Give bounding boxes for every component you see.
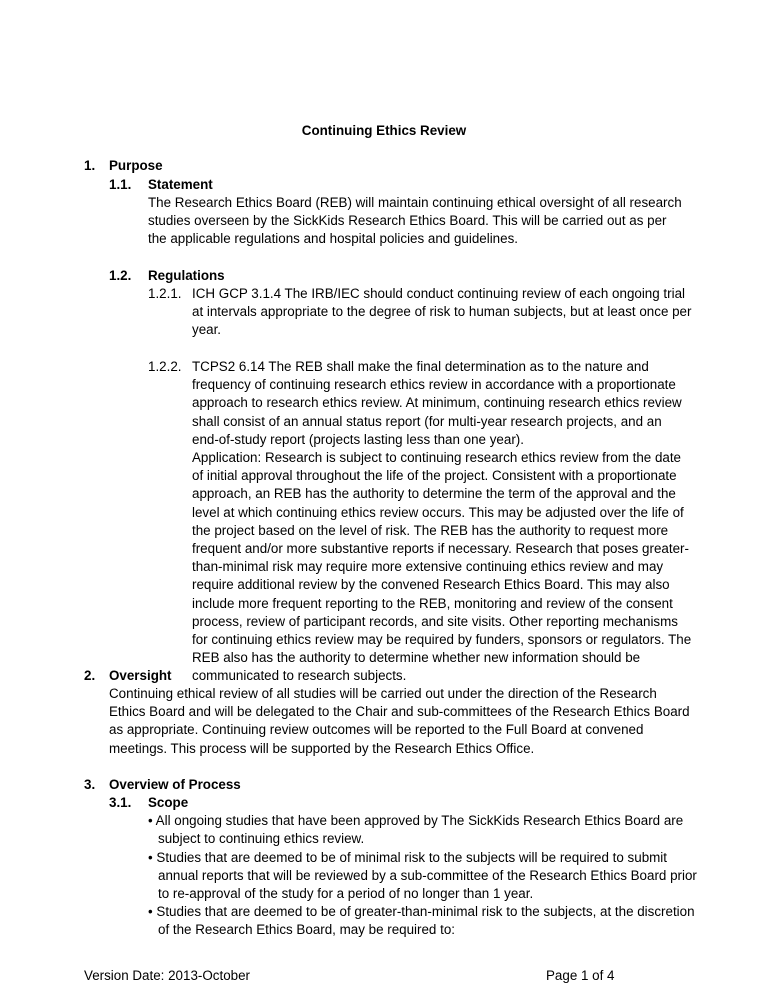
section-1-2-heading: Regulations [148, 268, 225, 283]
section-1-2-1-number: 1.2.1. [148, 286, 182, 301]
footer-page-number: Page 1 of 4 [546, 968, 615, 983]
section-3-heading: Overview of Process [109, 777, 241, 792]
section-2-heading: Oversight [109, 668, 172, 683]
section-3-1-number: 3.1. [109, 795, 132, 810]
section-1-2-1-text: ICH GCP 3.1.4 The IRB/IEC should conduct continuing review of each ongoing trial at intervals appropriate to the degree of risk to human subjects, but at least once per year. [192, 286, 692, 338]
list-item: • All ongoing studies that have been approved by The SickKids Research Ethics Board are subject to continuing ethics review. [148, 813, 684, 847]
section-1-2-2-application: Application: Research is subject to continuing research ethics review from the date of initial approval throughout the life of the project. Consistent with a proportionate approach, an REB has the authority to determine the term of the approval and the level at which continuing ethics review occurs. This may be adjusted over the life of the project based on the level of risk. The REB has the authority to request more frequent and/or more substantive reports if necessary. Research that poses greater-than-minimal risk may require more extensive continuing ethics review and may require additional review by the convened Research Ethics Board. This may also include more frequent reporting to the REB, monitoring and review of the consent process, review of participant records, and site visits. Other reporting mechanisms for continuing ethics review may be required by funders, sponsors or regulators. The REB also has the authority to determine whether new information should be communicated to research subjects. [192, 450, 692, 684]
section-1-2-2-text: TCPS2 6.14 The REB shall make the final determination as to the nature and frequency of continuing research ethics review in accordance with a proportionate approach to research ethics review. At minimum, continuing research ethics review shall consist of an annual status report (for multi-year research projects, and an end-of-study report (projects lasting less than one year). [192, 359, 682, 447]
document-title: Continuing Ethics Review [301, 123, 467, 138]
section-1-number: 1. [84, 158, 96, 173]
section-3-number: 3. [84, 777, 96, 792]
footer-version: Version Date: 2013-October [84, 968, 250, 983]
section-1-2-number: 1.2. [109, 268, 132, 283]
section-1-1-number: 1.1. [109, 177, 132, 192]
section-1-heading: Purpose [109, 158, 163, 173]
list-item: • Studies that are deemed to be of minimal risk to the subjects will be required to submit annual reports that will be reviewed by a sub-committee of the Research Ethics Board prior to re-approval of the study for a period of no longer than 1 year. [148, 850, 697, 902]
section-1-2-2-number: 1.2.2. [148, 359, 182, 374]
section-3-1-heading: Scope [148, 795, 189, 810]
section-2-number: 2. [84, 668, 96, 683]
section-1-1-text: The Research Ethics Board (REB) will maintain continuing ethical oversight of all research studies overseen by the SickKids Research Ethics Board. This will be carried out as per the applicable regulations and hospital policies and guidelines. [148, 195, 682, 247]
section-1-1-heading: Statement [148, 177, 213, 192]
list-item: • Studies that are deemed to be of greater-than-minimal risk to the subjects, at the discretion of the Research Ethics Board, may be required to: [148, 904, 695, 938]
section-2-text: Continuing ethical review of all studies will be carried out under the direction of the Research Ethics Board and will be delegated to the Chair and sub-committees of the Research Ethics Board as appropriate. Continuing review outcomes will be reported to the Full Board at convened meetings. This process will be supported by the Research Ethics Office. [109, 686, 690, 756]
